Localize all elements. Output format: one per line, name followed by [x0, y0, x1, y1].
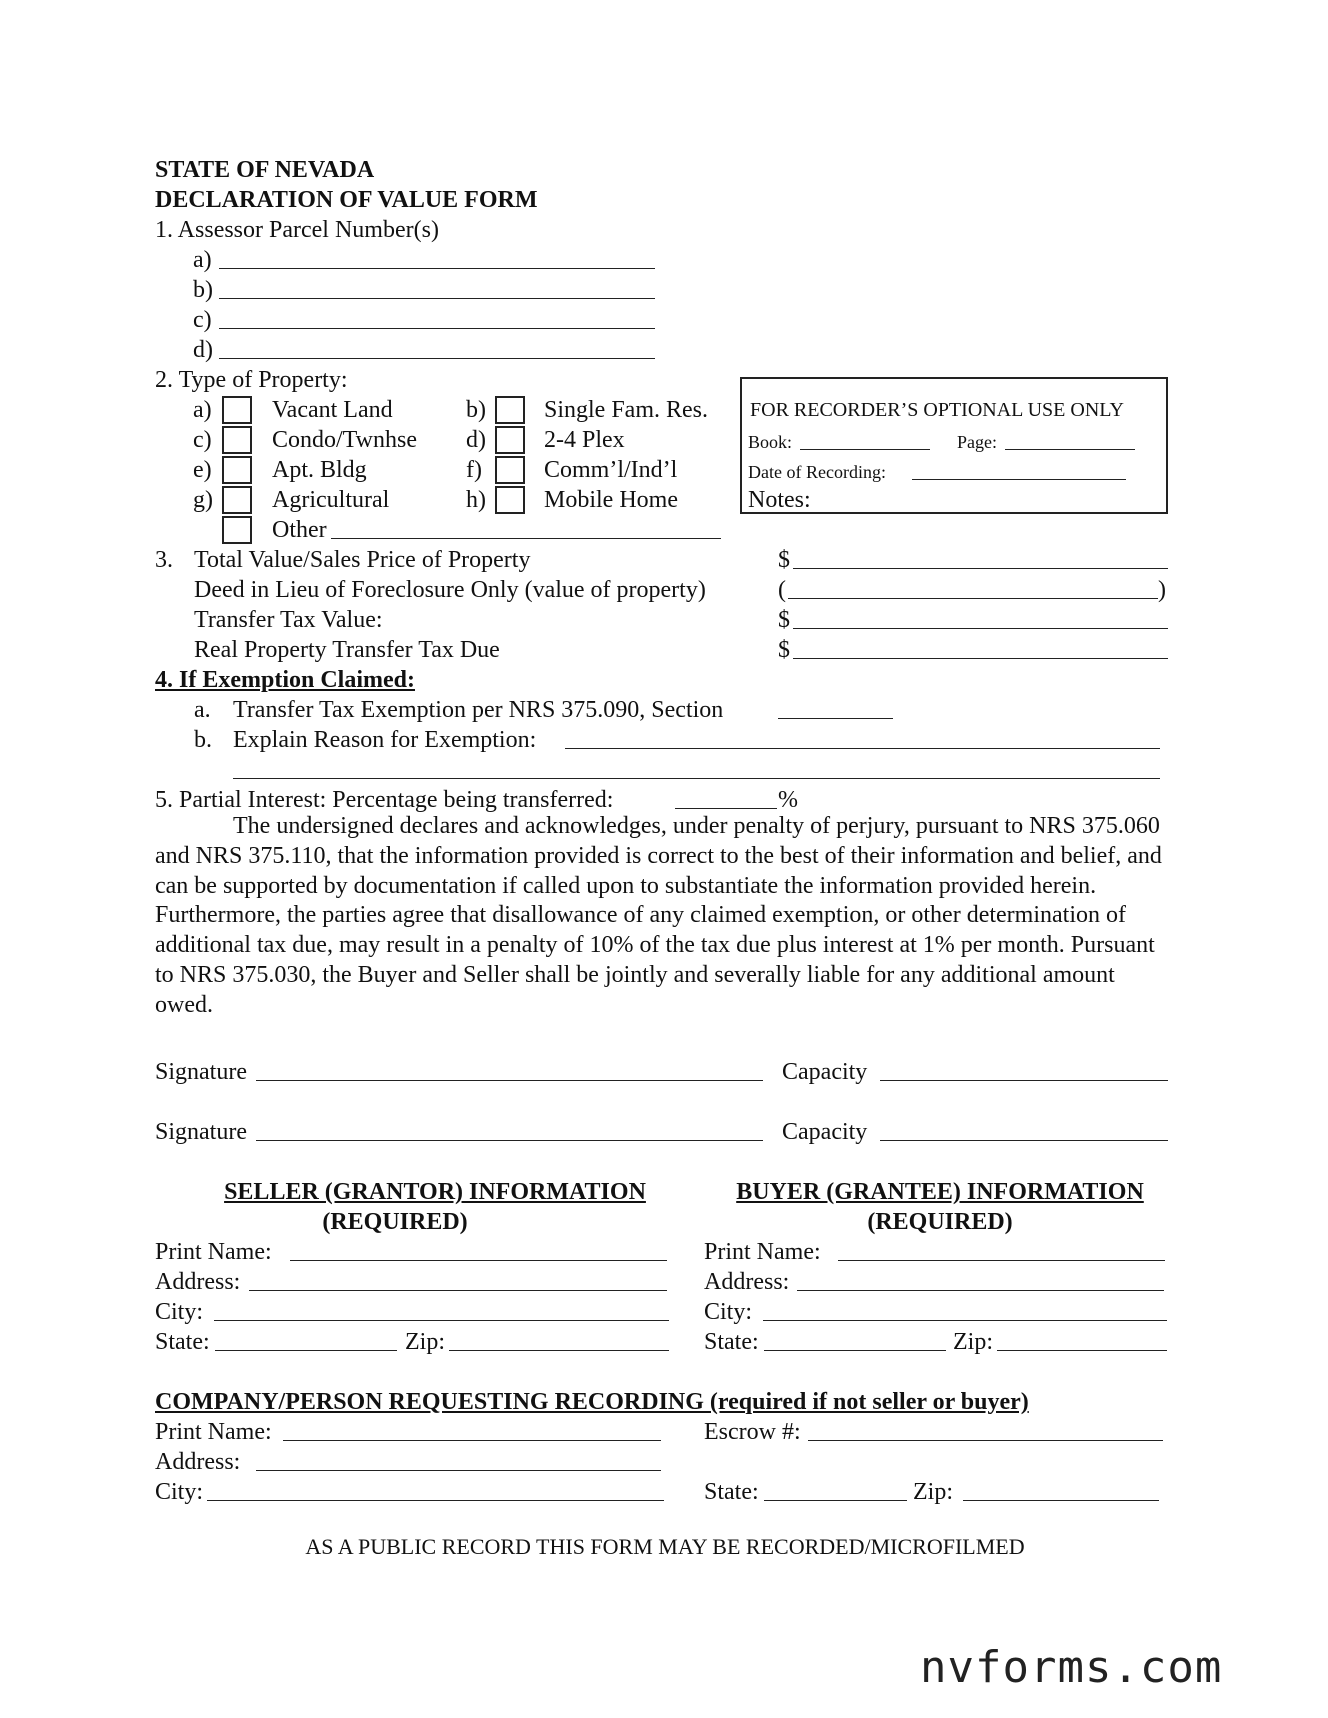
- parcel-d-field[interactable]: [219, 358, 655, 359]
- property-letter-d: d): [466, 427, 486, 453]
- transfer-tax-value-label: Transfer Tax Value:: [194, 607, 383, 633]
- partial-interest-field[interactable]: [675, 808, 777, 809]
- percent-sign: %: [778, 787, 798, 813]
- deed-in-lieu-label: Deed in Lieu of Foreclosure Only (value of property): [194, 577, 706, 603]
- watermark: nvforms.com: [920, 1642, 1223, 1693]
- company-zip-label: Zip:: [913, 1479, 953, 1505]
- property-letter-c: c): [193, 427, 212, 453]
- buyer-print-name-label: Print Name:: [704, 1239, 821, 1265]
- deed-in-lieu-open-paren: (: [778, 577, 786, 603]
- agricultural-checkbox[interactable]: [222, 486, 252, 514]
- recorder-book-label: Book:: [748, 432, 793, 452]
- public-record-notice: AS A PUBLIC RECORD THIS FORM MAY BE RECORDED/MICROFILMED: [305, 1534, 1025, 1559]
- buyer-state-field[interactable]: [764, 1350, 946, 1351]
- seller-address-field[interactable]: [249, 1290, 667, 1291]
- company-city-field[interactable]: [207, 1500, 664, 1501]
- deed-in-lieu-field[interactable]: [788, 598, 1158, 599]
- exemption-a-letter: a.: [194, 697, 211, 723]
- parcel-d-label: d): [193, 337, 213, 363]
- buyer-required: (REQUIRED): [867, 1209, 1013, 1235]
- recorder-notes-label: Notes:: [748, 487, 811, 513]
- buyer-city-field[interactable]: [763, 1320, 1167, 1321]
- declaration-paragraph: [155, 812, 1175, 1021]
- exemption-reason-field-2[interactable]: [233, 778, 1160, 779]
- company-state-field[interactable]: [764, 1500, 907, 1501]
- seller-city-label: City:: [155, 1299, 204, 1325]
- recorder-page-field[interactable]: [1005, 449, 1135, 450]
- property-letter-e: e): [193, 457, 212, 483]
- buyer-print-name-field[interactable]: [838, 1260, 1165, 1261]
- transfer-tax-due-label: Real Property Transfer Tax Due: [194, 637, 500, 663]
- buyer-address-field[interactable]: [797, 1290, 1164, 1291]
- plex-label: 2-4 Plex: [544, 427, 625, 453]
- capacity-label-2: Capacity: [782, 1119, 868, 1145]
- recorder-date-label: Date of Recording:: [748, 462, 886, 482]
- transfer-tax-due-field[interactable]: [793, 658, 1168, 659]
- parcel-a-field[interactable]: [219, 268, 655, 269]
- company-section-title: COMPANY/PERSON REQUESTING RECORDING (required if not seller or buyer): [155, 1389, 1029, 1415]
- parcel-b-label: b): [193, 277, 213, 303]
- company-state-label: State:: [704, 1479, 759, 1505]
- seller-section-title: SELLER (GRANTOR) INFORMATION: [224, 1179, 646, 1205]
- seller-state-label: State:: [155, 1329, 210, 1355]
- property-letter-a: a): [193, 397, 212, 423]
- company-print-name-label: Print Name:: [155, 1419, 272, 1445]
- recorder-date-field[interactable]: [912, 479, 1126, 480]
- comm-ind-checkbox[interactable]: [495, 456, 525, 484]
- condo-twnhse-checkbox[interactable]: [222, 426, 252, 454]
- signature-field-1[interactable]: [256, 1080, 763, 1081]
- exemption-reason-label: Explain Reason for Exemption:: [233, 727, 537, 753]
- total-value-label: Total Value/Sales Price of Property: [194, 547, 531, 573]
- declaration-text: The undersigned declares and acknowledges, under penalty of perjury, pursuant to NRS 375.060 and NRS 375.110, that the information provided is correct to the best of their information and belief, and can be supported by documentation if called upon to substantiate the information provided herein. Furthermore, the parties agree that disallowance of any claimed exemption, or other determination of additional tax due, may result in a penalty of 10% of the tax due plus interest at 1% per month. Pursuant to NRS 375.030, the Buyer and Seller shall be jointly and severally liable for any additional amount owed.: [155, 813, 1162, 1018]
- parcel-c-label: c): [193, 307, 212, 333]
- section3-number: 3.: [155, 547, 173, 573]
- transfer-tax-due-prefix: $: [778, 637, 790, 663]
- buyer-zip-label: Zip:: [953, 1329, 993, 1355]
- parcel-b-field[interactable]: [219, 298, 655, 299]
- recorder-box: [740, 377, 1168, 514]
- transfer-tax-value-prefix: $: [778, 607, 790, 633]
- escrow-label: Escrow #:: [704, 1419, 801, 1445]
- property-letter-g: g): [193, 487, 213, 513]
- partial-interest-label: 5. Partial Interest: Percentage being transferred:: [155, 787, 614, 813]
- seller-state-field[interactable]: [215, 1350, 397, 1351]
- recorder-title: FOR RECORDER’S OPTIONAL USE ONLY: [750, 399, 1124, 421]
- section2-title: 2. Type of Property:: [155, 367, 348, 393]
- buyer-address-label: Address:: [704, 1269, 790, 1295]
- recorder-book-field[interactable]: [800, 449, 930, 450]
- company-city-label: City:: [155, 1479, 204, 1505]
- exemption-b-letter: b.: [194, 727, 212, 753]
- total-value-field[interactable]: [793, 568, 1168, 569]
- other-field[interactable]: [331, 538, 721, 539]
- seller-address-label: Address:: [155, 1269, 241, 1295]
- seller-print-name-field[interactable]: [290, 1260, 667, 1261]
- buyer-zip-field[interactable]: [997, 1350, 1167, 1351]
- single-fam-res-checkbox[interactable]: [495, 396, 525, 424]
- section4-title: 4. If Exemption Claimed:: [155, 667, 415, 693]
- capacity-field-1[interactable]: [880, 1080, 1168, 1081]
- parcel-a-label: a): [193, 247, 212, 273]
- section1-title: 1. Assessor Parcel Number(s): [155, 217, 439, 243]
- property-letter-f: f): [466, 457, 482, 483]
- escrow-field[interactable]: [808, 1440, 1163, 1441]
- exemption-section-field[interactable]: [778, 718, 893, 719]
- exemption-reason-field[interactable]: [565, 748, 1160, 749]
- seller-print-name-label: Print Name:: [155, 1239, 272, 1265]
- mobile-home-checkbox[interactable]: [495, 486, 525, 514]
- condo-twnhse-label: Condo/Twnhse: [272, 427, 417, 453]
- company-address-label: Address:: [155, 1449, 241, 1475]
- comm-ind-label: Comm’l/Ind’l: [544, 457, 678, 483]
- plex-checkbox[interactable]: [495, 426, 525, 454]
- deed-in-lieu-close-paren: ): [1158, 577, 1166, 603]
- form-state-title: STATE OF NEVADA: [155, 157, 375, 183]
- vacant-land-checkbox[interactable]: [222, 396, 252, 424]
- vacant-land-label: Vacant Land: [272, 397, 393, 423]
- mobile-home-label: Mobile Home: [544, 487, 678, 513]
- apt-bldg-checkbox[interactable]: [222, 456, 252, 484]
- property-letter-h: h): [466, 487, 486, 513]
- seller-zip-label: Zip:: [405, 1329, 445, 1355]
- agricultural-label: Agricultural: [272, 487, 390, 513]
- seller-city-field[interactable]: [214, 1320, 669, 1321]
- other-checkbox[interactable]: [222, 516, 252, 544]
- transfer-tax-value-field[interactable]: [793, 628, 1168, 629]
- total-value-prefix: $: [778, 547, 790, 573]
- exemption-section-label: Transfer Tax Exemption per NRS 375.090, Section: [233, 697, 724, 723]
- property-letter-b: b): [466, 397, 486, 423]
- buyer-section-title: BUYER (GRANTEE) INFORMATION: [736, 1179, 1144, 1205]
- apt-bldg-label: Apt. Bldg: [272, 457, 367, 483]
- capacity-field-2[interactable]: [880, 1140, 1168, 1141]
- parcel-c-field[interactable]: [219, 328, 655, 329]
- signature-field-2[interactable]: [256, 1140, 763, 1141]
- signature-label-2: Signature: [155, 1119, 247, 1145]
- buyer-state-label: State:: [704, 1329, 759, 1355]
- company-print-name-field[interactable]: [283, 1440, 661, 1441]
- capacity-label-1: Capacity: [782, 1059, 868, 1085]
- buyer-city-label: City:: [704, 1299, 753, 1325]
- signature-label-1: Signature: [155, 1059, 247, 1085]
- single-fam-res-label: Single Fam. Res.: [544, 397, 709, 423]
- company-zip-field[interactable]: [963, 1500, 1159, 1501]
- form-title: DECLARATION OF VALUE FORM: [155, 187, 538, 213]
- company-address-field[interactable]: [256, 1470, 661, 1471]
- seller-required: (REQUIRED): [322, 1209, 468, 1235]
- seller-zip-field[interactable]: [449, 1350, 669, 1351]
- recorder-page-label: Page:: [957, 432, 997, 452]
- other-label: Other: [272, 517, 327, 543]
